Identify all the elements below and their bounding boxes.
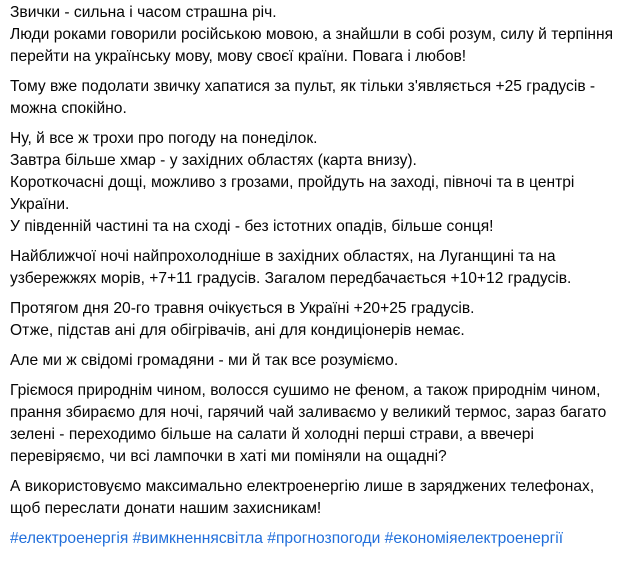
- hashtag-electricity[interactable]: #електроенергія: [10, 530, 129, 547]
- post-paragraph-3: Ну, й все ж трохи про погоду на понеділок. Завтра більше хмар - у західних областях (карта внизу). Короткочасні дощі, можливо з грозами, пройдуть на заході, півночі та в центрі України. У південній частині та на сході - без істотних опадів, більше сонця!: [10, 130, 575, 235]
- hashtag-weather-forecast[interactable]: #прогнозпогоди: [267, 530, 381, 547]
- post-paragraph-6: Але ми ж свідомі громадяни - ми й так все розуміємо.: [10, 352, 399, 369]
- hashtag-power-outage[interactable]: #вимкненнясвітла: [132, 530, 263, 547]
- post-paragraph-1: Звички - сильна і часом страшна річ. Люди роками говорили російською мовою, а знайшли в собі розум, силу й терпіння перейти на українську мову, мову своєї країни. Повага і любов!: [10, 4, 614, 65]
- post-paragraph-5: Протягом дня 20-го травня очікується в Україні +20+25 градусів. Отже, підстав ані для обігрівачів, ані для кондиціонерів немає.: [10, 300, 475, 339]
- post-paragraph-8: А використовуємо максимально електроенергію лише в заряджених телефонах, щоб переслати донати нашим захисникам!: [10, 478, 595, 517]
- post-paragraph-2: Тому вже подолати звичку хапатися за пульт, як тільки з'являється +25 градусів - можна спокійно.: [10, 78, 596, 117]
- hashtag-energy-saving[interactable]: #економіяелектроенергії: [384, 530, 564, 547]
- post-paragraph-7: Гріємося природнім чином, волосся сушимо не феном, а також природнім чином, прання збираємо для ночі, гарячий чай заливаємо у великий термос, зараз багато зелені - переходимо більше на салати й холодні перші страви, а ввечері перевіряємо, чи всі лампочки в хаті ми поміняли на ощадні?: [10, 382, 607, 465]
- post-paragraph-4: Найближчої ночі найпрохолодніше в західних областях, на Луганщині та на узбережжях морів, +7+11 градусів. Загалом передбачається +10+12 градусів.: [10, 248, 572, 287]
- hashtag-list: [10, 528, 625, 550]
